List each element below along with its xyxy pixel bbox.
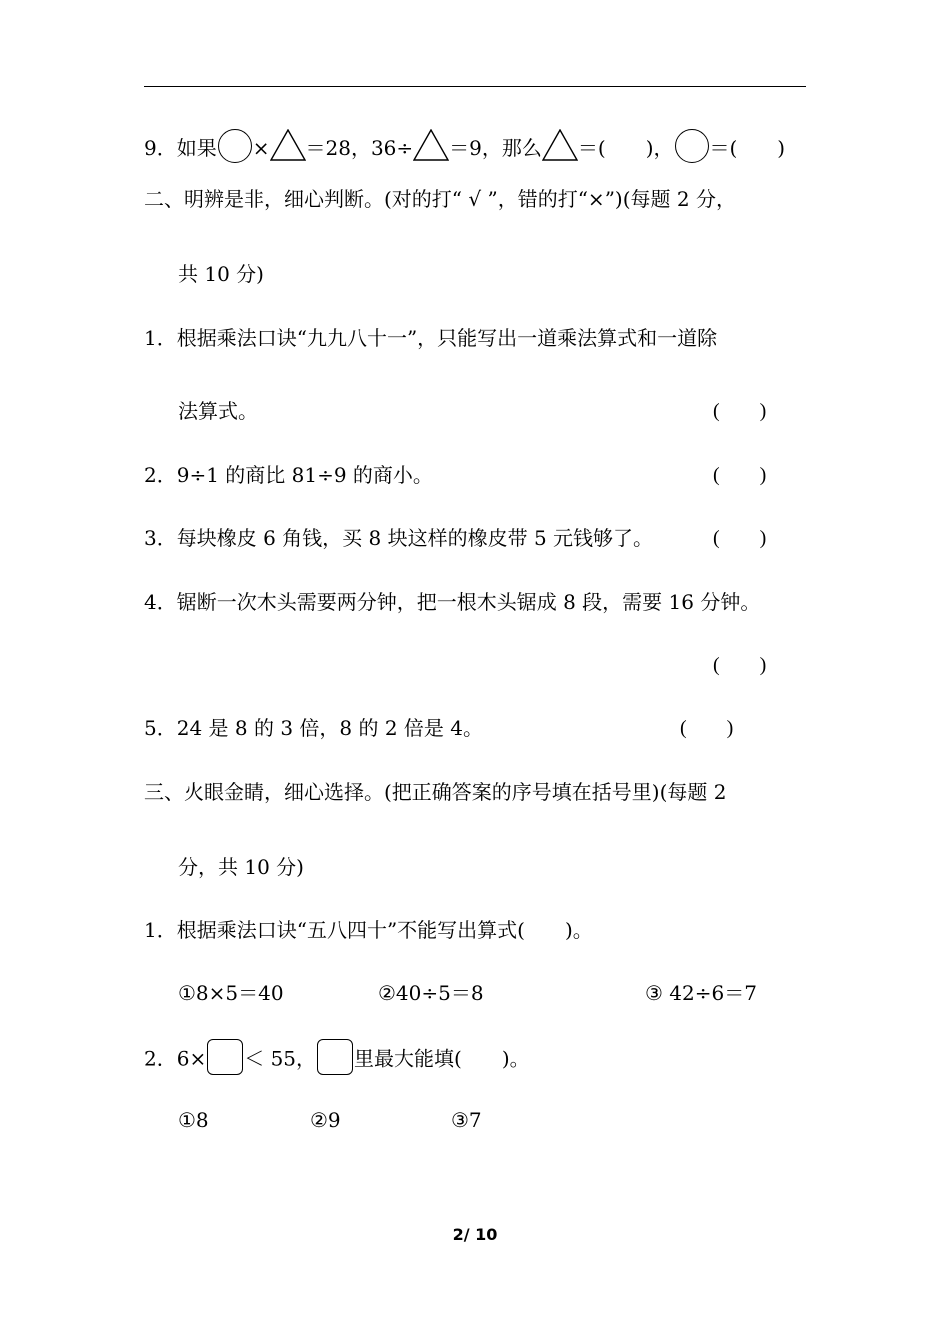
box-shape bbox=[207, 1039, 243, 1075]
q9-text-times: × bbox=[252, 136, 270, 160]
answer-paren[interactable]: ( ) bbox=[713, 464, 767, 486]
answer-paren[interactable]: ( ) bbox=[713, 654, 767, 676]
answer-paren[interactable]: ( ) bbox=[680, 717, 734, 739]
q2-text-lt55: ＜ 55， bbox=[244, 1046, 317, 1071]
choice-option-b[interactable]: ②9 bbox=[310, 1108, 341, 1132]
q2-number: 2．6× bbox=[144, 1046, 207, 1071]
page-number: 2/ 10 bbox=[452, 1225, 498, 1244]
section-3-title: 三、火眼金睛，细心选择。(把正确答案的序号填在括号里)(每题 2 bbox=[144, 780, 727, 804]
judge-item-5: 5．24 是 8 的 3 倍，8 的 2 倍是 4。 bbox=[144, 716, 484, 740]
q2-text-max: 里最大能填( )。 bbox=[354, 1046, 530, 1071]
q9-text-eq28: ＝28，36÷ bbox=[305, 136, 414, 160]
triangle-shape bbox=[413, 129, 449, 161]
q9-number: 9． bbox=[144, 136, 177, 160]
q9-text-if: 如果 bbox=[176, 136, 217, 160]
q9-text-eq9: ＝9，那么 bbox=[449, 136, 542, 160]
choice-option-a[interactable]: ①8×5＝40 bbox=[178, 981, 284, 1005]
triangle-shape bbox=[542, 129, 578, 161]
box-shape bbox=[317, 1039, 353, 1075]
header-rule bbox=[144, 86, 806, 87]
choice-question-2 bbox=[144, 1045, 530, 1075]
choice-option-b[interactable]: ②40÷5＝8 bbox=[378, 981, 484, 1005]
answer-paren[interactable]: ( ) bbox=[713, 400, 767, 422]
answer-paren[interactable]: ( ) bbox=[713, 527, 767, 549]
judge-item-4: 4．锯断一次木头需要两分钟，把一根木头锯成 8 段，需要 16 分钟。 bbox=[144, 590, 761, 614]
judge-item-2: 2．9÷1 的商比 81÷9 的商小。 bbox=[144, 463, 433, 487]
triangle-shape bbox=[270, 129, 306, 161]
choice-option-c[interactable]: ③7 bbox=[451, 1108, 482, 1132]
circle-shape bbox=[218, 129, 252, 163]
choice-question-1: 1．根据乘法口诀“五八四十”不能写出算式( )。 bbox=[144, 918, 593, 942]
q9-answer-triangle: ＝( )， bbox=[577, 136, 674, 160]
question-9 bbox=[144, 136, 785, 163]
choice-option-a[interactable]: ①8 bbox=[178, 1108, 209, 1132]
choice-option-c[interactable]: ③ 42÷6＝7 bbox=[645, 981, 757, 1005]
judge-item-1-cont: 法算式。 bbox=[178, 399, 258, 423]
circle-shape bbox=[675, 129, 709, 163]
q9-answer-circle: ＝( ) bbox=[709, 136, 786, 160]
section-2-title-cont: 共 10 分) bbox=[178, 262, 264, 286]
section-3-title-cont: 分，共 10 分) bbox=[178, 855, 304, 879]
section-2-title: 二、明辨是非，细心判断。(对的打“ √ ”，错的打“×”)(每题 2 分， bbox=[144, 187, 736, 211]
judge-item-1: 1．根据乘法口诀“九九八十一”，只能写出一道乘法算式和一道除 bbox=[144, 326, 718, 350]
judge-item-3: 3．每块橡皮 6 角钱，买 8 块这样的橡皮带 5 元钱够了。 bbox=[144, 526, 654, 550]
